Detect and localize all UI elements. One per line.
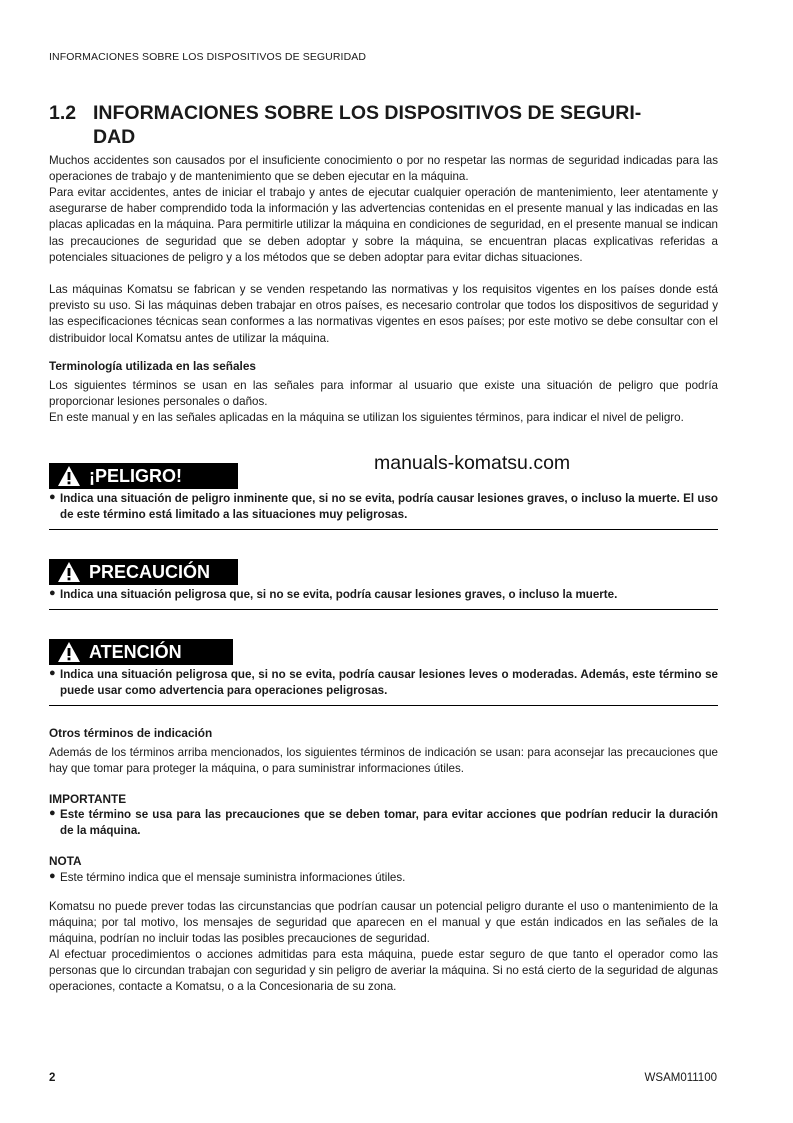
section-title-line1: INFORMACIONES SOBRE LOS DISPOSITIVOS DE SEGURI- <box>93 102 642 124</box>
warning-triangle-icon <box>57 465 81 487</box>
other-terms-heading: Otros términos de indicación <box>49 726 213 740</box>
terminology-paragraph-1: Los siguientes términos se usan en las señales para informar al usuario que existe una situación de peligro que podría proporcionar lesiones personales o daños. <box>49 379 718 409</box>
caution-label <box>49 639 233 665</box>
intro-paragraph-1: Muchos accidentes son causados por el insuficiente conocimiento o por no respetar las normas de seguridad indicadas para las operaciones de trabajo y de mantenimiento que se deben ejecutar en la máquina. <box>49 154 718 184</box>
document-code: WSAM011100 <box>644 1072 717 1084</box>
danger-label <box>49 463 238 489</box>
bullet-icon: ● <box>49 667 56 679</box>
important-bullet-text: Este término se usa para las precauciones que se deben tomar, para evitar acciones que podrían reducir la duración de la máquina. <box>60 808 718 838</box>
warning-label-text: PRECAUCIÓN <box>89 562 211 582</box>
warning-bullet-text: Indica una situación peligrosa que, si no se evita, podría causar lesiones graves, o incluso la muerte. <box>60 588 618 601</box>
caution-label-text: ATENCIÓN <box>89 642 182 662</box>
terminology-heading: Terminología utilizada en las señales <box>49 359 256 373</box>
bullet-icon: ● <box>49 587 56 599</box>
closing-paragraph-1: Komatsu no puede prever todas las circunstancias que podrían causar un potencial peligro durante el uso o mantenimiento de la máquina; por tal motivo, los mensajes de seguridad que aparecen en el manual y que están indicados en las señales de la máquina, podrían no incluir todas las posibles precauciones de seguridad. <box>49 900 718 946</box>
important-heading: IMPORTANTE <box>49 792 127 806</box>
caution-bullet-text: Indica una situación peligrosa que, si no se evita, podría causar lesiones leves o moderadas. Además, este término se puede usar como advertencia para operaciones peligrosas. <box>60 668 718 698</box>
note-bullet <box>49 870 718 888</box>
danger-bullet <box>49 491 718 525</box>
danger-bullet-text: Indica una situación de peligro inminente que, si no se evita, podría causar lesiones graves, o incluso la muerte. El uso de este término está limitado a las situaciones muy peligrosas. <box>60 492 718 522</box>
important-bullet <box>49 807 718 841</box>
caution-bullet <box>49 667 718 701</box>
intro-paragraph-3: Las máquinas Komatsu se fabrican y se venden respetando las normativas y los requisitos vigentes en los países donde está previsto su uso. Si las máquinas deben trabajar en otros países, es necesario controlar que todos los dispositivos de seguridad y las especificaciones técnicas sean conformes a las normativas vigentes en esos países; por este motivo se debe consultar con el distribuidor local Komatsu antes de utilizar la máquina. <box>49 283 718 345</box>
bullet-icon: ● <box>49 870 56 882</box>
running-header: INFORMACIONES SOBRE LOS DISPOSITIVOS DE SEGURIDAD <box>49 51 367 63</box>
warning-triangle-icon <box>57 561 81 583</box>
bullet-icon: ● <box>49 807 56 819</box>
warning-label <box>49 559 238 585</box>
note-bullet-text: Este término indica que el mensaje suministra informaciones útiles. <box>60 871 406 884</box>
warning-bullet <box>49 587 718 605</box>
watermark-url: manuals-komatsu.com <box>374 452 571 474</box>
note-heading: NOTA <box>49 854 82 868</box>
section-number: 1.2 <box>49 102 77 124</box>
danger-label-text: ¡PELIGRO! <box>89 466 182 486</box>
page-number: 2 <box>49 1072 56 1084</box>
other-terms-paragraph: Además de los términos arriba mencionados, los siguientes términos de indicación se usan: para aconsejar las precauciones que hay que tomar para proteger la máquina, o para suministrar informaciones útiles. <box>49 746 718 776</box>
divider-rule <box>49 529 718 530</box>
intro-paragraph-2: Para evitar accidentes, antes de iniciar el trabajo y antes de ejecutar cualquier operación de mantenimiento, leer atentamente y asegurarse de haber comprendido toda la información y las advertencias contenidas en el presente manual y las indicadas en las placas aplicadas en la máquina. Para permitirle utilizar la máquina en condiciones de seguridad, en el presente manual se indican las precauciones de seguridad que se deben adoptar y sobre la máquina, se encuentran placas explicativas referidas a potenciales situaciones de peligro y a los métodos que se deben adoptar para evitar dichas situaciones. <box>49 186 718 264</box>
warning-triangle-icon <box>57 641 81 663</box>
bullet-icon: ● <box>49 491 56 503</box>
divider-rule <box>49 609 718 610</box>
terminology-paragraph-2: En este manual y en las señales aplicadas en la máquina se utilizan los siguientes términos, para indicar el nivel de peligro. <box>49 411 684 424</box>
divider-rule <box>49 705 718 706</box>
section-title-line2: DAD <box>93 126 136 148</box>
closing-paragraph-2: Al efectuar procedimientos o acciones admitidas para esta máquina, puede estar seguro de que tanto el operador como las personas que lo circundan trabajan con seguridad y sin peligro de averiar la máquina. Si no está cierto de la seguridad de algunas operaciones, contacte a Komatsu, o a la Concesionaria de su zona. <box>49 948 718 994</box>
